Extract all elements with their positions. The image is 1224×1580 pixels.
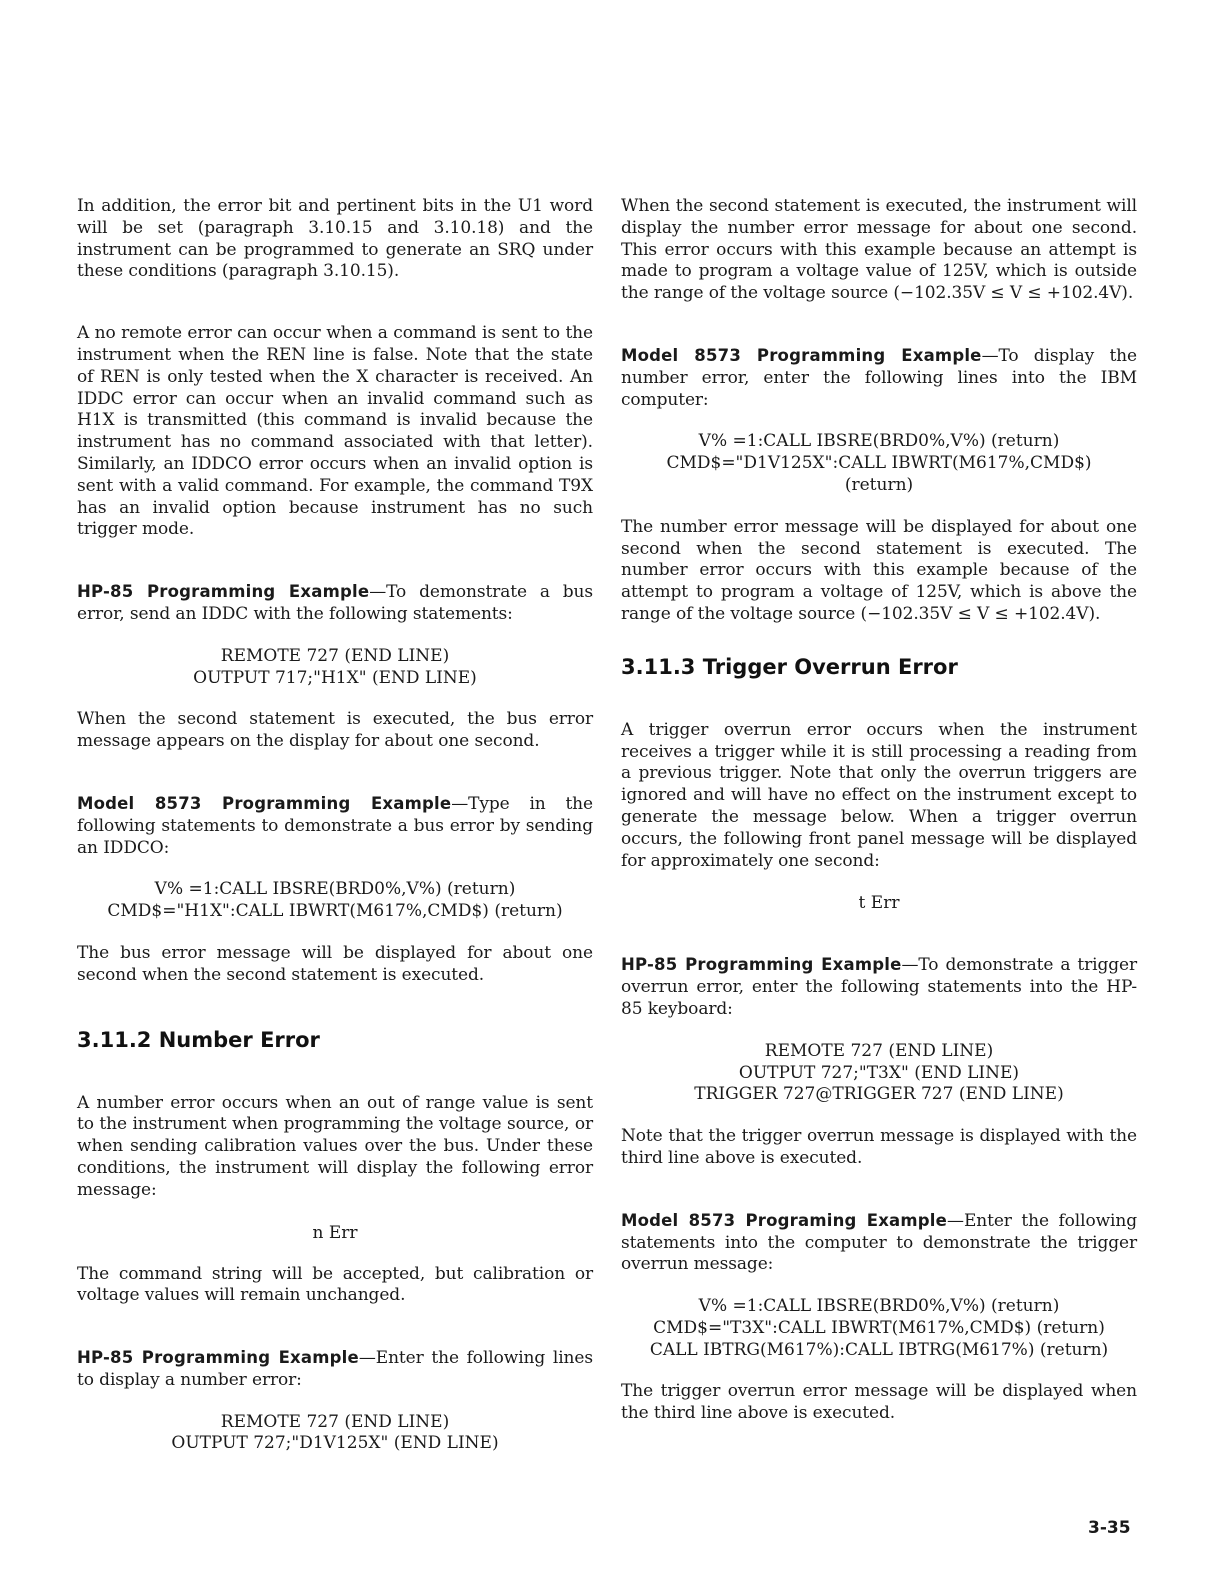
example-paragraph xyxy=(77,581,593,626)
code-line: OUTPUT 717;"H1X" (END LINE) xyxy=(193,667,477,688)
code-line: TRIGGER 727@TRIGGER 727 (END LINE) xyxy=(694,1084,1064,1105)
code-line: CMD$="D1V125X":CALL IBWRT(M617%,CMD$) xyxy=(666,453,1092,474)
right-column xyxy=(621,196,1137,1425)
example-lead: HP-85 Programming Example xyxy=(77,1348,359,1368)
code-line: REMOTE 727 (END LINE) xyxy=(220,1411,450,1432)
code-line: (return) xyxy=(844,474,914,495)
paragraph: A trigger overrun error occurs when the instrument receives a trigger while it is still processing a reading from a previous trigger. Note that only the overrun triggers are ignored and will have no effect on the instrument except to generate the message below. When a trigger overrun occurs, the following front panel message will be displayed for approximately one second: xyxy=(621,719,1137,871)
example-text: —Enter the following lines to display a number error: xyxy=(77,1348,593,1390)
example-text: —Type in the following statements to demonstrate a bus error by sending an IDDCO: xyxy=(77,793,593,858)
paragraph: The command string will be accepted, but calibration or voltage values will remain unchanged. xyxy=(77,1263,593,1306)
section-heading: 3.11.3 Trigger Overrun Error xyxy=(621,654,958,679)
code-line: REMOTE 727 (END LINE) xyxy=(764,1040,994,1061)
code-block xyxy=(77,1412,593,1456)
code-line: V% =1:CALL IBSRE(BRD0%,V%) (return) xyxy=(698,431,1060,452)
paragraph: When the second statement is executed, the instrument will display the number error message for about one second. This error occurs with this example because an attempt is made to program a voltage value of 125V, which is outside the range of the voltage source (−102.35V ≤ V ≤ +102.4V). xyxy=(621,196,1137,304)
code-line: OUTPUT 727;"T3X" (END LINE) xyxy=(738,1062,1020,1083)
code-block xyxy=(77,646,593,690)
left-column xyxy=(77,196,593,1455)
code-line: REMOTE 727 (END LINE) xyxy=(220,645,450,666)
example-paragraph xyxy=(621,1210,1137,1276)
code-line: V% =1:CALL IBSRE(BRD0%,V%) (return) xyxy=(154,879,516,900)
paragraph: In addition, the error bit and pertinent bits in the U1 word will be set (paragraph 3.10.15 and 3.10.18) and the instrument can be programmed to generate an SRQ under these conditions (paragraph 3.10.15). xyxy=(77,196,593,282)
paragraph: Note that the trigger overrun message is displayed with the third line above is executed. xyxy=(621,1126,1137,1168)
section-heading: 3.11.2 Number Error xyxy=(77,1027,320,1052)
paragraph: The bus error message will be displayed for about one second when the second statement is executed. xyxy=(77,942,593,985)
example-text: —To display the number error, enter the following lines into the IBM computer: xyxy=(621,345,1137,410)
paragraph: A no remote error can occur when a command is sent to the instrument when the REN line is false. Note that the state of REN is only tested when the X character is received. An IDDC error can occur when an invalid command such as H1X is transmitted (this command is invalid because the instrument has no command associated with that letter). Similarly, an IDDCO error occurs when an invalid option is sent with a valid command. For example, the command T9X has an invalid option because instrument has no such trigger mode. xyxy=(77,323,593,540)
code-block xyxy=(621,1296,1137,1361)
example-text: —Enter the following statements into the computer to demonstrate the trigger overrun message: xyxy=(621,1210,1138,1275)
paragraph: A number error occurs when an out of range value is sent to the instrument when programming the voltage source, or when sending calibration values over the bus. Under these conditions, the instrument will display the following error message: xyxy=(77,1092,593,1200)
code-line: OUTPUT 727;"D1V125X" (END LINE) xyxy=(171,1433,499,1454)
code-block xyxy=(621,1041,1137,1106)
example-paragraph xyxy=(621,345,1137,411)
example-lead: Model 8573 Programming Example xyxy=(77,793,452,813)
page-number: 3-35 xyxy=(1088,1518,1131,1538)
paragraph: The number error message will be displayed for about one second when the second statement is executed. The number error occurs with this example because of the attempt to program a voltage of 125V, which is above the range of the voltage source (−102.35V ≤ V ≤ +102.4V). xyxy=(621,516,1137,624)
example-lead: Model 8573 Programing Example xyxy=(621,1210,948,1230)
error-message: t Err xyxy=(858,893,900,914)
example-lead: Model 8573 Programming Example xyxy=(621,345,982,365)
example-paragraph xyxy=(77,793,593,859)
example-lead: HP-85 Programming Example xyxy=(621,955,902,975)
code-line: CMD$="H1X":CALL IBWRT(M617%,CMD$) (return) xyxy=(107,901,563,922)
error-message: n Err xyxy=(312,1222,358,1243)
code-block xyxy=(77,879,593,923)
example-paragraph xyxy=(621,954,1137,1020)
paragraph: When the second statement is executed, the bus error message appears on the display for about one second. xyxy=(77,709,593,752)
paragraph: The trigger overrun error message will be displayed when the third line above is executed. xyxy=(621,1381,1137,1424)
example-text: —To demonstrate a trigger overrun error, enter the following statements into the HP-85 keyboard: xyxy=(621,955,1138,1019)
code-line: CMD$="T3X":CALL IBWRT(M617%,CMD$) (return) xyxy=(653,1317,1105,1338)
example-text: —To demonstrate a bus error, send an IDDC with the following statements: xyxy=(77,582,593,624)
code-line: V% =1:CALL IBSRE(BRD0%,V%) (return) xyxy=(698,1296,1060,1317)
example-lead: HP-85 Programming Example xyxy=(77,582,370,602)
example-paragraph xyxy=(77,1347,593,1392)
code-line: CALL IBTRG(M617%):CALL IBTRG(M617%) (return) xyxy=(649,1339,1109,1360)
code-block xyxy=(621,431,1137,496)
